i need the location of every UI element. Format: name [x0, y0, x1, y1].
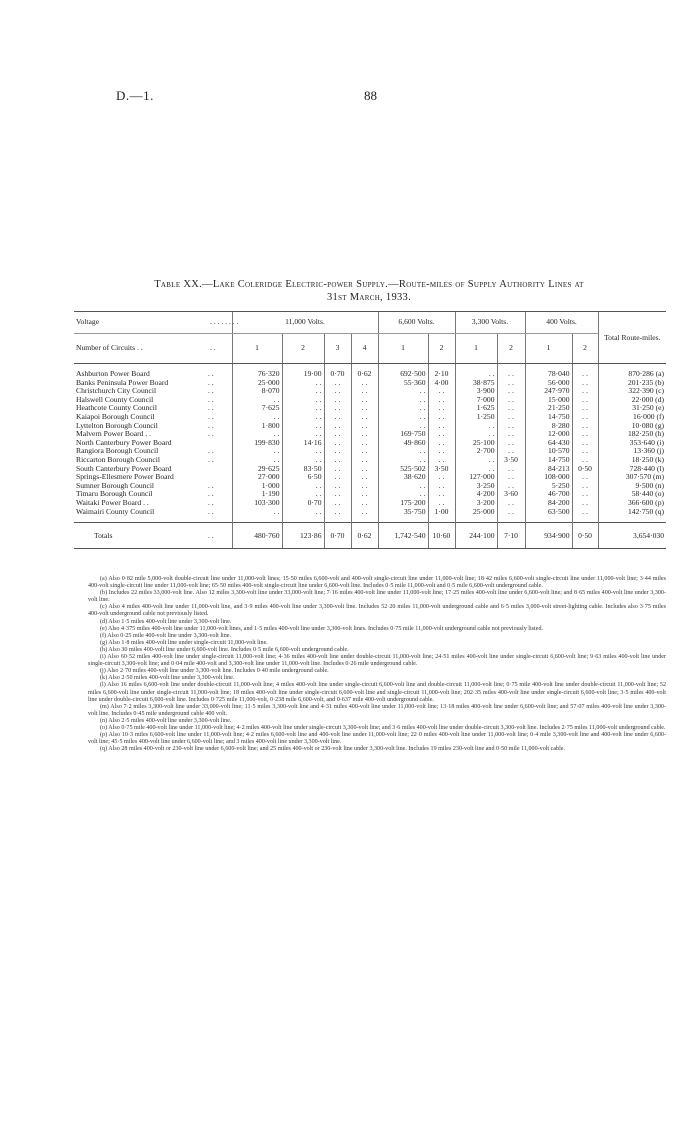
route-miles-cell: . . — [497, 413, 525, 422]
route-miles-cell: . . — [428, 430, 455, 439]
route-miles-cell: 12·000 — [525, 430, 572, 439]
authority-name: North Canterbury Power Board — [76, 437, 172, 447]
route-miles-cell: 14·750 — [525, 456, 572, 465]
group-400-volts: 400 Volts. — [525, 312, 598, 334]
route-miles-cell: . . — [572, 404, 598, 413]
authority-name: Rangiora Borough Council — [76, 446, 159, 456]
route-miles-cell: . . — [351, 490, 378, 499]
leader-dots: . . — [208, 377, 214, 387]
route-miles-cell: . . — [351, 508, 378, 517]
table-row — [74, 482, 666, 491]
route-miles-cell: 3·60 — [497, 490, 525, 499]
route-miles-cell: 21·250 — [525, 404, 572, 413]
route-miles-cell: . . — [497, 473, 525, 482]
table-row — [74, 422, 666, 431]
route-miles-cell: . . — [282, 422, 324, 431]
route-miles-cell: 199·830 — [232, 439, 282, 448]
total-route-miles-cell: 366·600 (p) — [598, 499, 666, 508]
table-row — [74, 439, 666, 448]
route-miles-cell: 63·500 — [525, 508, 572, 517]
route-miles-cell: . . — [497, 387, 525, 396]
total-route-miles-cell: 353·640 (i) — [598, 439, 666, 448]
route-miles-cell: . . — [324, 404, 351, 413]
table-row — [74, 499, 666, 508]
route-miles-cell: . . — [282, 404, 324, 413]
route-miles-cell: 15·000 — [525, 396, 572, 405]
route-miles-cell: 38·875 — [455, 379, 497, 388]
grand-total-cell: 3,654·030 — [598, 523, 666, 549]
route-miles-cell: 6·50 — [282, 473, 324, 482]
route-miles-cell: . . — [351, 465, 378, 474]
leader-dots: . . — [208, 403, 214, 413]
route-miles-cell: 25·000 — [232, 379, 282, 388]
route-miles-cell: . . — [324, 413, 351, 422]
route-miles-cell: 29·625 — [232, 465, 282, 474]
table-row — [74, 490, 666, 499]
table-title-line-1: Table XX.—Lake Coleridge Electric-power Supply.—Route-miles of Supply Authority Lines at — [154, 279, 584, 290]
route-miles-cell: . . — [428, 413, 455, 422]
route-miles-cell: 8·280 — [525, 422, 572, 431]
route-miles-cell: 2·10 — [428, 370, 455, 379]
route-miles-cell: . . — [455, 456, 497, 465]
route-miles-cell: . . — [378, 404, 428, 413]
footnote: (j) Also 2·70 miles 400-volt line under 3,300-volt line. Includes 0·40 mile underground cable. — [100, 668, 329, 675]
document-code: D.—1. — [116, 88, 154, 103]
leader-dots — [208, 465, 232, 474]
route-miles-cell: . . — [428, 439, 455, 448]
route-miles-cell: . . — [351, 456, 378, 465]
leader-dots: . . — [208, 420, 214, 430]
total-route-miles-cell: 201·235 (b) — [598, 379, 666, 388]
route-miles-cell: 14·16 — [282, 439, 324, 448]
route-miles-cell: . . — [232, 447, 282, 456]
route-miles-cell: . . — [572, 370, 598, 379]
footnote: (q) Also 28 miles 400-volt or 230-volt line under 6,600-volt line; and 25 miles 400-volt or 230-volt line under 3,300-volt line. Includes 19 miles 230-volt line and 0·50 mile 11,000-volt cable. — [100, 746, 566, 753]
route-miles-cell: . . — [324, 387, 351, 396]
footnote: (f) Also 0·25 mile 400-volt line under 3,300-volt line. — [100, 632, 231, 639]
route-miles-cell: 0·70 — [282, 499, 324, 508]
route-miles-cell: . . — [428, 447, 455, 456]
route-miles-cell: . . — [428, 482, 455, 491]
route-miles-cell: . . — [324, 508, 351, 517]
route-miles-cell: 10·570 — [525, 447, 572, 456]
circuit-number: 3 — [324, 334, 351, 364]
circuit-number: 2 — [282, 334, 324, 364]
route-miles-cell: . . — [282, 430, 324, 439]
route-miles-cell: 108·000 — [525, 473, 572, 482]
route-miles-cell: 55·360 — [378, 379, 428, 388]
voltage-label: Voltage — [74, 312, 208, 334]
route-miles-cell: . . — [324, 490, 351, 499]
route-miles-cell: 3·50 — [428, 465, 455, 474]
total-route-miles-cell: 18·250 (k) — [598, 456, 666, 465]
leader-dots: . . — [208, 523, 232, 549]
route-miles-cell: 4·00 — [428, 379, 455, 388]
route-miles-cell: 27·000 — [232, 473, 282, 482]
leader-dots: . . — [208, 394, 214, 404]
route-miles-cell: 38·620 — [378, 473, 428, 482]
route-miles-cell: 64·430 — [525, 439, 572, 448]
leader-dots: . . — [208, 411, 214, 421]
route-miles-cell: 244·100 — [455, 523, 497, 549]
route-miles-cell: 25·100 — [455, 439, 497, 448]
leader-dots: . . — [208, 497, 214, 507]
group-11000-volts: 11,000 Volts. — [232, 312, 378, 334]
route-miles-cell: . . — [572, 413, 598, 422]
totals-row — [74, 523, 666, 549]
total-route-miles-cell: 728·440 (l) — [598, 465, 666, 474]
route-miles-cell: . . — [455, 370, 497, 379]
route-miles-cell: . . — [282, 456, 324, 465]
table-row — [74, 396, 666, 405]
group-3300-volts: 3,300 Volts. — [455, 312, 525, 334]
route-miles-cell: . . — [351, 422, 378, 431]
route-miles-cell: . . — [351, 379, 378, 388]
route-miles-cell: 1·800 — [232, 422, 282, 431]
route-miles-cell: . . — [497, 508, 525, 517]
total-route-miles-cell: 31·250 (e) — [598, 404, 666, 413]
route-miles-cell: . . — [324, 499, 351, 508]
total-route-miles-cell: 16·000 (f) — [598, 413, 666, 422]
route-miles-cell: 0·70 — [324, 370, 351, 379]
route-miles-cell: 0·62 — [351, 370, 378, 379]
route-miles-cell: . . — [351, 387, 378, 396]
route-miles-cell: . . — [232, 430, 282, 439]
route-miles-cell: 83·50 — [282, 465, 324, 474]
route-miles-cell: . . — [324, 465, 351, 474]
group-6600-volts: 6,600 Volts. — [378, 312, 455, 334]
route-miles-cell: . . — [232, 456, 282, 465]
route-miles-cell: 4·200 — [455, 490, 497, 499]
footnote: (b) Includes 22 miles 33,000-volt line. Also 12 miles 3,300-volt line under 33,000-volt line; 7·16 miles 400-volt line under 11,000-volt line; 17·25 miles 400-volt line under 6,600-volt line; and 8·65 miles 400-volt line under 3,300-volt line. — [88, 590, 666, 604]
route-miles-cell: . . — [232, 413, 282, 422]
route-miles-cell: 78·040 — [525, 370, 572, 379]
route-miles-cell: . . — [497, 499, 525, 508]
route-miles-cell: 35·750 — [378, 508, 428, 517]
route-miles-cell: . . — [232, 508, 282, 517]
route-miles-cell: . . — [351, 482, 378, 491]
route-miles-cell: . . — [428, 404, 455, 413]
route-miles-cell: . . — [378, 413, 428, 422]
route-miles-cell: . . — [572, 473, 598, 482]
route-miles-cell: . . — [572, 439, 598, 448]
route-miles-cell: . . — [282, 490, 324, 499]
route-miles-cell: . . — [428, 422, 455, 431]
route-miles-cell: 1·625 — [455, 404, 497, 413]
route-miles-cell: 0·50 — [572, 465, 598, 474]
authority-name: Malvern Power Board . . — [76, 429, 152, 439]
footnote: (n) Also 2·5 miles 400-volt line under 3,300-volt line. — [100, 717, 232, 724]
table-row — [74, 387, 666, 396]
route-miles-cell: . . — [455, 422, 497, 431]
route-miles-cell: . . — [572, 430, 598, 439]
route-miles-cell: 14·750 — [525, 413, 572, 422]
route-miles-cell: . . — [378, 447, 428, 456]
route-miles-cell: . . — [282, 447, 324, 456]
footnote: (m) Also 7·2 miles 3,300-volt line under 33,000-volt line; 11·5 miles 3,300-volt line and 4·31 miles 400-volt line under 11,000-volt line; 13·18 miles 400-volt line under 6,600-volt line; and 57·07 miles 400-volt line under 3,300-volt line. Includes 0·45 mile underground cable 400 volt. — [88, 703, 666, 717]
route-miles-cell: 2·700 — [455, 447, 497, 456]
route-miles-cell: . . — [351, 413, 378, 422]
route-miles-cell: . . — [324, 430, 351, 439]
footnote: (e) Also 4·375 miles 400-volt line under 11,000-volt lines, and 1·5 miles 400-volt line under 3,300-volt lines. Includes 0·75 mile 11,000-volt underground cable not previously listed. — [100, 625, 544, 632]
route-miles-cell: 127·000 — [455, 473, 497, 482]
footnote: (c) Also 4 miles 400-volt line under 11,000-volt line, and 3·9 miles 400-volt line under 3,300-volt line. Includes 52·20 miles 11,000-volt underground cable and 6·5 miles 3,000-volt street-lighting cable. Includes also 3·75 miles 400-volt underground cable not previously listed. — [88, 604, 666, 618]
route-miles-cell: 8·070 — [232, 387, 282, 396]
route-miles-cell: . . — [497, 370, 525, 379]
leader-dots: . . — [208, 386, 214, 396]
route-miles-cell: 84·200 — [525, 499, 572, 508]
page-number: 88 — [364, 88, 377, 103]
route-miles-cell: . . — [351, 499, 378, 508]
route-miles-cell: 7·10 — [497, 523, 525, 549]
total-route-miles-cell: 58·440 (o) — [598, 490, 666, 499]
route-miles-cell: 175·200 — [378, 499, 428, 508]
route-miles-cell: . . — [497, 396, 525, 405]
route-miles-cell: 0·70 — [324, 523, 351, 549]
route-miles-cell: 1·000 — [232, 482, 282, 491]
leader-dots: . . — [208, 489, 214, 499]
circuit-number-row — [74, 334, 666, 364]
route-miles-cell: . . — [428, 456, 455, 465]
table-body — [74, 364, 666, 549]
route-miles-cell: 19·00 — [282, 370, 324, 379]
table-title-line-2: 31st March, 1933. — [326, 292, 412, 303]
route-miles-cell: 84·213 — [525, 465, 572, 474]
route-miles-cell: 7·625 — [232, 404, 282, 413]
authority-name: Kaiapoi Borough Council — [76, 411, 155, 421]
route-miles-cell: . . — [497, 447, 525, 456]
authority-name: Riccarton Borough Council — [76, 454, 160, 464]
route-miles-cell: . . — [497, 465, 525, 474]
authority-name: Lyttelton Borough Council — [76, 420, 158, 430]
route-miles-cell: 1,742·540 — [378, 523, 428, 549]
total-route-miles-header: Total Route-miles. — [598, 312, 666, 364]
route-miles-cell: 1·00 — [428, 508, 455, 517]
route-miles-cell: . . — [497, 482, 525, 491]
total-route-miles-cell: 9·500 (n) — [598, 482, 666, 491]
total-route-miles-cell: 182·250 (h) — [598, 430, 666, 439]
circuits-label-dots: . . — [208, 334, 232, 364]
circuit-number: 2 — [428, 334, 455, 364]
leader-dots: . . — [208, 454, 214, 464]
route-miles-cell: . . — [282, 396, 324, 405]
route-miles-cell: . . — [282, 413, 324, 422]
route-miles-cell: 3·250 — [455, 482, 497, 491]
route-miles-cell: 1·190 — [232, 490, 282, 499]
total-route-miles-cell: 142·750 (q) — [598, 508, 666, 517]
table-row — [74, 447, 666, 456]
route-miles-cell: . . — [324, 456, 351, 465]
leader-dots: . . — [208, 429, 214, 439]
circuit-number: 2 — [572, 334, 598, 364]
route-miles-cell: . . — [455, 430, 497, 439]
footnotes — [88, 576, 666, 753]
route-miles-cell: . . — [378, 490, 428, 499]
circuit-number: 1 — [455, 334, 497, 364]
footnote: (h) Also 30 miles 400-volt line under 6,600-volt line. Includes 0·5 mile 6,600-volt underground cable. — [100, 646, 349, 653]
route-miles-cell: 3·200 — [455, 499, 497, 508]
route-miles-cell: 480·760 — [232, 523, 282, 549]
table-row — [74, 508, 666, 517]
voltage-label-dots: . . . . . . . . — [208, 312, 232, 334]
route-miles-cell: . . — [351, 473, 378, 482]
route-miles-cell: . . — [572, 456, 598, 465]
authority-name: Christchurch City Council — [76, 386, 157, 396]
circuit-number: 1 — [525, 334, 572, 364]
authority-name: Heathcote County Council — [76, 403, 157, 413]
footnote: (g) Also 1·8 miles 400-volt line under single-circuit 11,000-volt line. — [100, 639, 268, 646]
authority-name: Banks Peninsula Power Board — [76, 377, 169, 387]
leader-dots: . . — [208, 369, 214, 378]
total-route-miles-cell: 322·390 (c) — [598, 387, 666, 396]
route-miles-cell: 3·50 — [497, 456, 525, 465]
route-miles-table — [74, 311, 666, 549]
route-miles-cell: . . — [428, 387, 455, 396]
route-miles-cell: . . — [572, 490, 598, 499]
route-miles-cell: 25·000 — [455, 508, 497, 517]
route-miles-cell: . . — [497, 404, 525, 413]
route-miles-cell: 3·900 — [455, 387, 497, 396]
route-miles-cell: . . — [324, 422, 351, 431]
route-miles-cell: . . — [282, 482, 324, 491]
route-miles-cell: . . — [572, 447, 598, 456]
route-miles-cell: . . — [282, 387, 324, 396]
total-route-miles-cell: 13·360 (j) — [598, 447, 666, 456]
footnote: (i) Also 60·52 miles 400-volt line under single-circuit 11,000-volt line; 4·36 miles 400-volt line under double-circuit 11,000-volt line; 24·51 miles 400-volt line under single-circuit 6,600-volt line; 9·63 miles 400-volt line under single-circuit 3,300-volt line; and 0·04 mile 400-volt and 3,300-volt line under 11,000-volt line. Includes 0·26 mile underground cable. — [88, 654, 666, 668]
authority-name: Halswell County Council — [76, 394, 154, 404]
route-miles-cell: . . — [324, 379, 351, 388]
route-miles-cell: . . — [572, 482, 598, 491]
route-miles-cell: . . — [572, 422, 598, 431]
authority-name: Waitaki Power Board . . — [76, 497, 149, 507]
route-miles-cell: 169·750 — [378, 430, 428, 439]
route-miles-cell: . . — [455, 465, 497, 474]
total-route-miles-cell: 307·570 (m) — [598, 473, 666, 482]
route-miles-cell: 10·60 — [428, 523, 455, 549]
route-miles-cell: . . — [572, 379, 598, 388]
footnote: (d) Also 1·5 miles 400-volt line under 3,300-volt line. — [100, 618, 232, 625]
route-miles-cell: 0·50 — [572, 523, 598, 549]
route-miles-cell: . . — [351, 447, 378, 456]
route-miles-cell: . . — [572, 396, 598, 405]
route-miles-cell: 5·250 — [525, 482, 572, 491]
route-miles-cell: . . — [232, 396, 282, 405]
route-miles-cell: . . — [282, 379, 324, 388]
route-miles-cell: . . — [572, 387, 598, 396]
route-miles-cell: 0·62 — [351, 523, 378, 549]
footnote: (o) Also 0·75 mile 400-volt line under 11,000-volt line; 4·2 miles 400-volt line under single-circuit 3,300-volt line; and 3·6 miles 400-volt line under double-circuit 3,300-volt line. Includes 2·75 miles 11,000-volt underground cable. — [100, 724, 666, 731]
route-miles-cell: 525·502 — [378, 465, 428, 474]
route-miles-cell: . . — [378, 422, 428, 431]
route-miles-cell: . . — [378, 456, 428, 465]
table-row — [74, 473, 666, 482]
footnote: (p) Also 10·3 miles 6,600-volt line under 11,000-volt line; 4·2 miles 6,600-volt line and 400-volt line under 11,000-volt line; 22·0 miles 400-volt line under 11,000-volt line; 0·4 mile 3,300-volt line and 400-volt line under 6,600-volt line; 45·5 miles 400-volt line under 6,600-volt line; and 3 miles 400-volt line under 3,300-volt line. — [88, 732, 666, 746]
table-row — [74, 413, 666, 422]
authority-name: Timaru Borough Council — [76, 489, 153, 499]
authority-name: Waimairi County Council — [76, 506, 155, 516]
route-miles-cell: . . — [351, 439, 378, 448]
circuit-number: 4 — [351, 334, 378, 364]
footnote: (l) Also 16 miles 6,600-volt line under double-circuit 11,000-volt line; 4 miles 400-volt line under single-circuit 6,600-volt line and double-circuit 11,000-volt line; 0·75 mile 400-volt line under double-circuit 11,000-volt line; 52 miles 6,600-volt line under single-circuit 11,000-volt line; 18 miles 400-volt line under single-circuit 6,600-volt line and single-circuit 11,000-volt line; 202·35 miles 400-volt line under single-circuit 6,600-volt line; 3·5 miles 400-volt line under double-circuit 6,600-volt line. Includes 0·725 mile 11,000-volt, 0·238 mile 6,600-volt, and 0·637 mile 400-volt underground cable. — [88, 682, 666, 703]
authority-name: Sumner Borough Council — [76, 480, 155, 490]
route-miles-cell: . . — [324, 447, 351, 456]
total-route-miles-cell: 22·000 (d) — [598, 396, 666, 405]
route-miles-cell: . . — [497, 422, 525, 431]
route-miles-cell: 692·500 — [378, 370, 428, 379]
route-miles-cell: 123·86 — [282, 523, 324, 549]
route-miles-cell: . . — [428, 499, 455, 508]
route-miles-cell: . . — [324, 396, 351, 405]
total-route-miles-cell: 870·286 (a) — [598, 370, 666, 379]
route-miles-cell: . . — [428, 473, 455, 482]
authority-name: South Canterbury Power Board — [76, 463, 172, 473]
table-row — [74, 379, 666, 388]
route-miles-cell: . . — [378, 396, 428, 405]
leader-dots: . . — [208, 446, 214, 456]
route-miles-cell: . . — [497, 439, 525, 448]
route-miles-cell: . . — [324, 482, 351, 491]
footnote: (a) Also 0·82 mile 5,000-volt double-circuit line under 11,000-volt lines; 15·50 miles 6,600-volt and 400-volt single-circuit line under 11,000-volt line; 18·42 miles 6,600-volt single-circuit line under 11,000-volt line; 3·44 miles 400-volt single-circuit line under 11,000-volt line; 65·50 miles 400-volt single-circuit line under 6,600-volt line. Includes 0·5 mile 11,000-volt and 0·5 mile 6,600-volt underground cable. — [88, 576, 666, 590]
route-miles-cell: . . — [324, 473, 351, 482]
totals-label: Totals — [74, 523, 208, 549]
route-miles-cell: . . — [572, 508, 598, 517]
circuits-label: Number of Circuits . . — [74, 334, 208, 364]
route-miles-cell: 46·700 — [525, 490, 572, 499]
authority-name: Springs-Ellesmere Power Board — [76, 472, 174, 482]
route-miles-cell: . . — [497, 379, 525, 388]
route-miles-cell: . . — [351, 404, 378, 413]
route-miles-cell: 103·300 — [232, 499, 282, 508]
leader-dots: . . — [208, 480, 214, 490]
route-miles-cell: 49·860 — [378, 439, 428, 448]
route-miles-cell: 1·250 — [455, 413, 497, 422]
route-miles-cell: . . — [351, 430, 378, 439]
route-miles-cell: . . — [324, 439, 351, 448]
route-miles-cell: 247·970 — [525, 387, 572, 396]
route-miles-cell: . . — [428, 490, 455, 499]
route-miles-cell: 7·000 — [455, 396, 497, 405]
route-miles-cell: . . — [351, 396, 378, 405]
table-title — [74, 278, 664, 304]
circuit-number: 1 — [232, 334, 282, 364]
table-row — [74, 404, 666, 413]
route-miles-cell: . . — [497, 430, 525, 439]
leader-dots: . . — [208, 506, 214, 516]
route-miles-cell: . . — [282, 508, 324, 517]
route-miles-cell: 76·320 — [232, 370, 282, 379]
route-miles-cell: 934·900 — [525, 523, 572, 549]
circuit-number: 2 — [497, 334, 525, 364]
circuit-number: 1 — [378, 334, 428, 364]
route-miles-cell: . . — [378, 387, 428, 396]
footnote: (k) Also 2·50 miles 400-volt line under 3,300-volt line. — [100, 675, 235, 682]
total-route-miles-cell: 10·080 (g) — [598, 422, 666, 431]
route-miles-cell: . . — [378, 482, 428, 491]
route-miles-cell: 56·000 — [525, 379, 572, 388]
route-miles-cell: . . — [428, 396, 455, 405]
route-miles-cell: . . — [572, 499, 598, 508]
authority-name: Ashburton Power Board — [76, 369, 150, 378]
